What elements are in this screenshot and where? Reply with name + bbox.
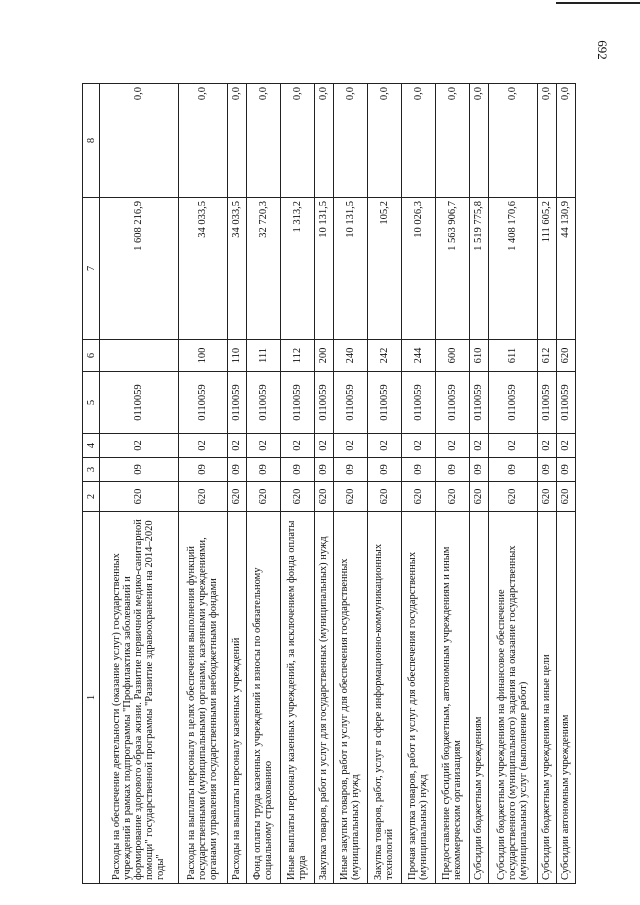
header-cell: 8 xyxy=(83,84,100,198)
row-value-cell: 02 xyxy=(537,434,556,458)
row-value-cell: 02 xyxy=(367,434,401,458)
row-name-cell: Расходы на обеспечение деятельности (оказание услуг) государственных учреждений в рамках подпрограммы "Профилактика заболеваний и формирование здорового образа жизни. Развитие первичной медико-санитарной помощи" государственной программы "Развитие здравоохранения на 2014–2020 годы" xyxy=(100,512,179,884)
row-value-cell: 620 xyxy=(537,482,556,512)
row-value-cell: 0110059 xyxy=(280,372,314,434)
row-value-cell: 620 xyxy=(435,482,469,512)
row-value-cell: 09 xyxy=(333,458,367,482)
table-body xyxy=(100,84,576,884)
row-value-cell: 0,0 xyxy=(469,84,488,198)
row-value-cell: 111 605,2 xyxy=(537,198,556,340)
header-cell: 7 xyxy=(83,198,100,340)
row-value-cell xyxy=(100,340,179,372)
row-name-cell: Закупка товаров, работ и услуг для государственных (муниципальных) нужд xyxy=(314,512,333,884)
row-value-cell: 620 xyxy=(556,482,575,512)
row-name-cell: Субсидии бюджетным учреждениям на финансовое обеспечение государственного (муниципального) задания на оказание государственных (муниципальных) услуг (выполнение работ) xyxy=(488,512,537,884)
row-value-cell: 240 xyxy=(333,340,367,372)
row-value-cell: 0110059 xyxy=(246,372,280,434)
row-value-cell: 111 xyxy=(246,340,280,372)
row-value-cell: 620 xyxy=(469,482,488,512)
row-value-cell: 09 xyxy=(435,458,469,482)
row-name-cell: Фонд оплаты труда казенных учреждений и взносы по обязательному социальному страхованию xyxy=(246,512,280,884)
rotated-sheet xyxy=(82,84,576,884)
row-name-cell: Иные выплаты персоналу казенных учреждений, за исключением фонда оплаты труда xyxy=(280,512,314,884)
row-value-cell: 0110059 xyxy=(333,372,367,434)
row-value-cell: 620 xyxy=(314,482,333,512)
row-value-cell: 09 xyxy=(537,458,556,482)
row-value-cell: 0,0 xyxy=(333,84,367,198)
table-row xyxy=(314,84,333,884)
row-value-cell: 620 xyxy=(488,482,537,512)
row-value-cell: 34 033,5 xyxy=(178,198,227,340)
row-name-cell: Закупка товаров, работ, услуг в сфере информационно-коммуникационных технологий xyxy=(367,512,401,884)
table-row xyxy=(227,84,246,884)
row-value-cell: 02 xyxy=(314,434,333,458)
row-value-cell: 02 xyxy=(435,434,469,458)
row-value-cell: 1 408 170,6 xyxy=(488,198,537,340)
table-row xyxy=(246,84,280,884)
row-name-cell: Субсидии автономным учреждениям xyxy=(556,512,575,884)
table-row xyxy=(178,84,227,884)
row-value-cell: 09 xyxy=(227,458,246,482)
row-value-cell: 0,0 xyxy=(314,84,333,198)
row-value-cell: 0110059 xyxy=(227,372,246,434)
row-value-cell: 0,0 xyxy=(227,84,246,198)
row-value-cell: 110 xyxy=(227,340,246,372)
row-value-cell: 100 xyxy=(178,340,227,372)
row-name-cell: Иные закупки товаров, работ и услуг для обеспечения государственных (муниципальных) нужд xyxy=(333,512,367,884)
row-value-cell: 0110059 xyxy=(556,372,575,434)
row-value-cell: 1 519 775,8 xyxy=(469,198,488,340)
row-value-cell: 0110059 xyxy=(469,372,488,434)
row-value-cell: 0110059 xyxy=(178,372,227,434)
row-value-cell: 0,0 xyxy=(246,84,280,198)
table-row xyxy=(367,84,401,884)
page-number: 692 xyxy=(594,40,610,60)
row-value-cell: 612 xyxy=(537,340,556,372)
header-cell: 3 xyxy=(83,458,100,482)
row-value-cell: 0110059 xyxy=(314,372,333,434)
row-value-cell: 0110059 xyxy=(435,372,469,434)
header-cell: 4 xyxy=(83,434,100,458)
row-value-cell: 09 xyxy=(556,458,575,482)
row-value-cell: 200 xyxy=(314,340,333,372)
row-value-cell: 112 xyxy=(280,340,314,372)
row-value-cell: 09 xyxy=(178,458,227,482)
header-cell: 6 xyxy=(83,340,100,372)
row-value-cell: 620 xyxy=(556,340,575,372)
row-value-cell: 0110059 xyxy=(537,372,556,434)
row-value-cell: 09 xyxy=(246,458,280,482)
row-value-cell: 02 xyxy=(100,434,179,458)
row-value-cell: 02 xyxy=(227,434,246,458)
row-value-cell: 0110059 xyxy=(401,372,435,434)
row-value-cell: 02 xyxy=(333,434,367,458)
table-row xyxy=(333,84,367,884)
row-value-cell: 620 xyxy=(401,482,435,512)
row-value-cell: 32 720,3 xyxy=(246,198,280,340)
row-name-cell: Расходы на выплаты персоналу в целях обеспечения выполнения функций государственными (муниципальными) органами, казенными учреждениями, органами управления государственными внебюджетными фондами xyxy=(178,512,227,884)
row-value-cell: 09 xyxy=(488,458,537,482)
row-value-cell: 0,0 xyxy=(100,84,179,198)
row-value-cell: 09 xyxy=(469,458,488,482)
row-value-cell: 0110059 xyxy=(488,372,537,434)
header-cell: 5 xyxy=(83,372,100,434)
row-name-cell: Прочая закупка товаров, работ и услуг для обеспечения государственных (муниципальных) нужд xyxy=(401,512,435,884)
table-row xyxy=(435,84,469,884)
row-name-cell: Субсидии бюджетным учреждениям на иные цели xyxy=(537,512,556,884)
row-value-cell: 10 131,5 xyxy=(314,198,333,340)
row-value-cell: 620 xyxy=(227,482,246,512)
table-row xyxy=(537,84,556,884)
row-value-cell: 620 xyxy=(333,482,367,512)
row-value-cell: 02 xyxy=(469,434,488,458)
row-value-cell: 620 xyxy=(100,482,179,512)
row-value-cell: 0,0 xyxy=(178,84,227,198)
row-value-cell: 02 xyxy=(488,434,537,458)
row-value-cell: 1 563 906,7 xyxy=(435,198,469,340)
row-value-cell: 02 xyxy=(401,434,435,458)
row-value-cell: 620 xyxy=(280,482,314,512)
row-value-cell: 0,0 xyxy=(537,84,556,198)
table-row xyxy=(280,84,314,884)
top-rule xyxy=(556,2,640,4)
row-value-cell: 1 608 216,9 xyxy=(100,198,179,340)
row-value-cell: 34 033,5 xyxy=(227,198,246,340)
row-value-cell: 0,0 xyxy=(280,84,314,198)
row-value-cell: 244 xyxy=(401,340,435,372)
table-row xyxy=(401,84,435,884)
row-value-cell: 620 xyxy=(367,482,401,512)
row-value-cell: 0110059 xyxy=(100,372,179,434)
header-cell: 2 xyxy=(83,482,100,512)
row-name-cell: Расходы на выплаты персоналу казенных учреждений xyxy=(227,512,246,884)
row-value-cell: 44 130,9 xyxy=(556,198,575,340)
row-value-cell: 0,0 xyxy=(488,84,537,198)
row-value-cell: 600 xyxy=(435,340,469,372)
row-value-cell: 0,0 xyxy=(435,84,469,198)
row-value-cell: 02 xyxy=(246,434,280,458)
table-row xyxy=(488,84,537,884)
row-name-cell: Субсидии бюджетным учреждениям xyxy=(469,512,488,884)
table-row xyxy=(556,84,575,884)
budget-table xyxy=(82,83,576,884)
row-value-cell: 620 xyxy=(246,482,280,512)
header-cell: 1 xyxy=(83,512,100,884)
row-value-cell: 02 xyxy=(280,434,314,458)
row-value-cell: 1 313,2 xyxy=(280,198,314,340)
row-value-cell: 09 xyxy=(367,458,401,482)
row-value-cell: 09 xyxy=(280,458,314,482)
row-value-cell: 242 xyxy=(367,340,401,372)
row-value-cell: 02 xyxy=(556,434,575,458)
row-value-cell: 09 xyxy=(401,458,435,482)
row-value-cell: 611 xyxy=(488,340,537,372)
row-value-cell: 0,0 xyxy=(556,84,575,198)
row-name-cell: Предоставление субсидий бюджетным, автономным учреждениям и иным некоммерческим организациям xyxy=(435,512,469,884)
row-value-cell: 09 xyxy=(100,458,179,482)
row-value-cell: 10 131,5 xyxy=(333,198,367,340)
row-value-cell: 0,0 xyxy=(401,84,435,198)
row-value-cell: 02 xyxy=(178,434,227,458)
row-value-cell: 105,2 xyxy=(367,198,401,340)
row-value-cell: 10 026,3 xyxy=(401,198,435,340)
row-value-cell: 09 xyxy=(314,458,333,482)
row-value-cell: 620 xyxy=(178,482,227,512)
table-row xyxy=(469,84,488,884)
row-value-cell: 0,0 xyxy=(367,84,401,198)
row-value-cell: 0110059 xyxy=(367,372,401,434)
header-row xyxy=(83,84,100,884)
table-row xyxy=(100,84,179,884)
row-value-cell: 610 xyxy=(469,340,488,372)
